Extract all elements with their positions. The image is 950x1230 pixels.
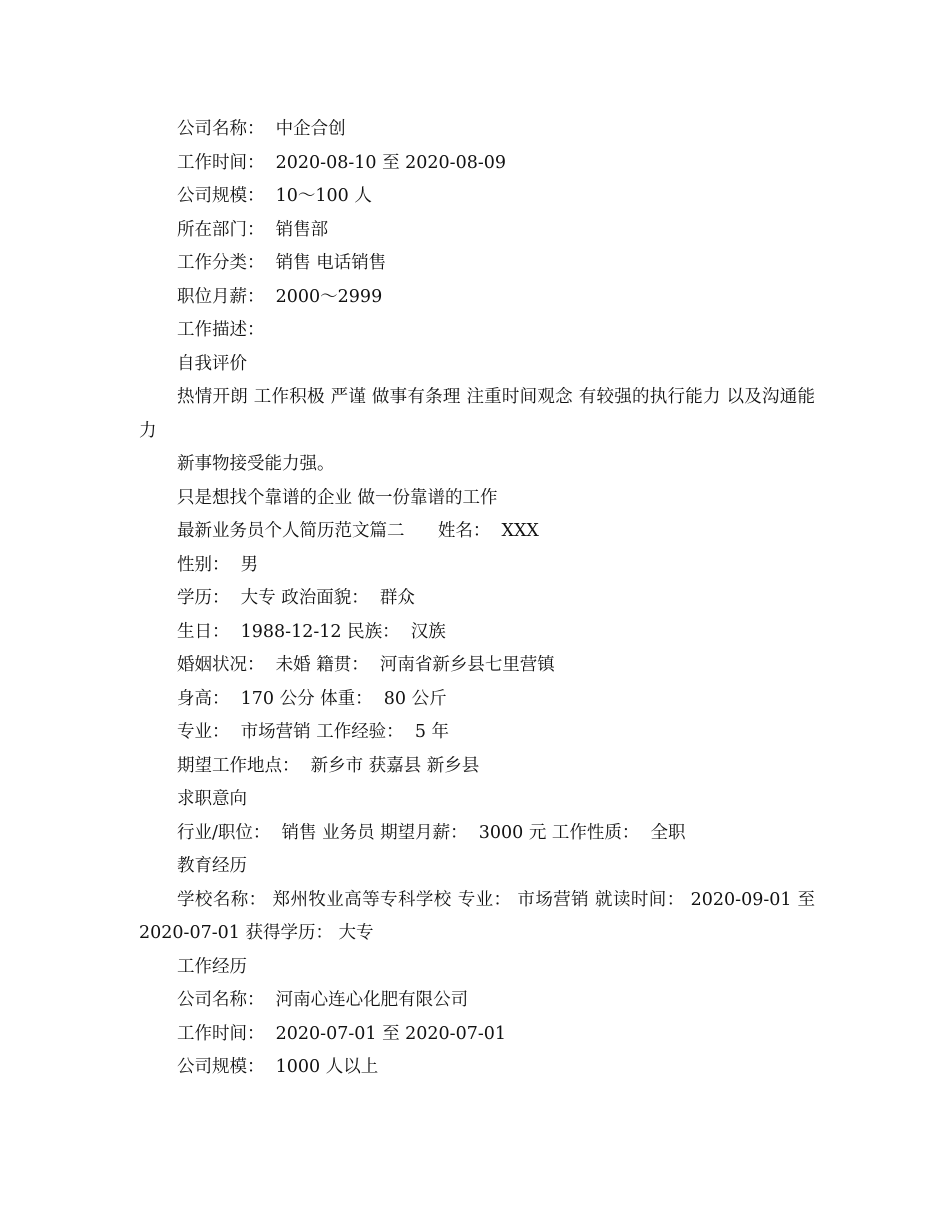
company-size-line-2: 公司规模： 1000 人以上: [177, 1057, 379, 1077]
work-time-line-2: 工作时间： 2020-07-01 至 2020-07-01: [177, 1023, 507, 1044]
marital-hometown-line: 婚姻状况： 未婚 籍贯： 河南省新乡县七里营镇: [177, 655, 555, 675]
birthday-ethnicity-line: 生日： 1988-12-12 民族： 汉族: [177, 621, 446, 642]
monthly-salary-line: 职位月薪： 2000～2999: [177, 286, 383, 307]
department-line: 所在部门： 销售部: [177, 219, 329, 240]
resume-two-title-name-line: 最新业务员个人简历范文篇二 姓名： XXX: [177, 521, 539, 541]
gender-line: 性别： 男: [177, 554, 259, 575]
self-evaluation-paragraph: 热情开朗 工作积极 严谨 做事有条理 注重时间观念 有较强的执行能力 以及沟通能力: [139, 387, 815, 441]
self-evaluation-line-3: 只是想找个靠谱的企业 做一份靠谱的工作: [177, 487, 498, 508]
major-experience-line: 专业： 市场营销 工作经验： 5 年: [177, 722, 450, 742]
height-weight-line: 身高： 170 公分 体重： 80 公斤: [177, 688, 447, 709]
industry-position-line: 行业/职位： 销售 业务员 期望月薪： 3000 元 工作性质： 全职: [177, 822, 686, 843]
education-history-heading: 教育经历: [177, 856, 247, 876]
work-history-heading: 工作经历: [177, 956, 247, 977]
company-size-line: 公司规模： 10～100 人: [177, 186, 372, 206]
company-name-line: 公司名称： 中企合创: [177, 119, 346, 139]
expected-location-line: 期望工作地点： 新乡市 获嘉县 新乡县: [177, 755, 480, 776]
self-evaluation-heading: 自我评价: [177, 353, 247, 374]
company-name-line-2: 公司名称： 河南心连心化肥有限公司: [177, 990, 469, 1010]
resume-text-body: [139, 113, 815, 1085]
job-intention-heading: 求职意向: [177, 789, 247, 809]
education-politics-line: 学历： 大专 政治面貌： 群众: [177, 588, 415, 608]
work-time-line: 工作时间： 2020-08-10 至 2020-08-09: [177, 152, 507, 173]
self-evaluation-line-2: 新事物接受能力强。: [177, 454, 335, 474]
job-description-line: 工作描述：: [177, 320, 265, 340]
job-category-line: 工作分类： 销售 电话销售: [177, 253, 387, 273]
school-record-paragraph: 学校名称： 郑州牧业高等专科学校 专业： 市场营销 就读时间： 2020-09-01 至 2020-07-01 获得学历： 大专: [139, 889, 815, 943]
